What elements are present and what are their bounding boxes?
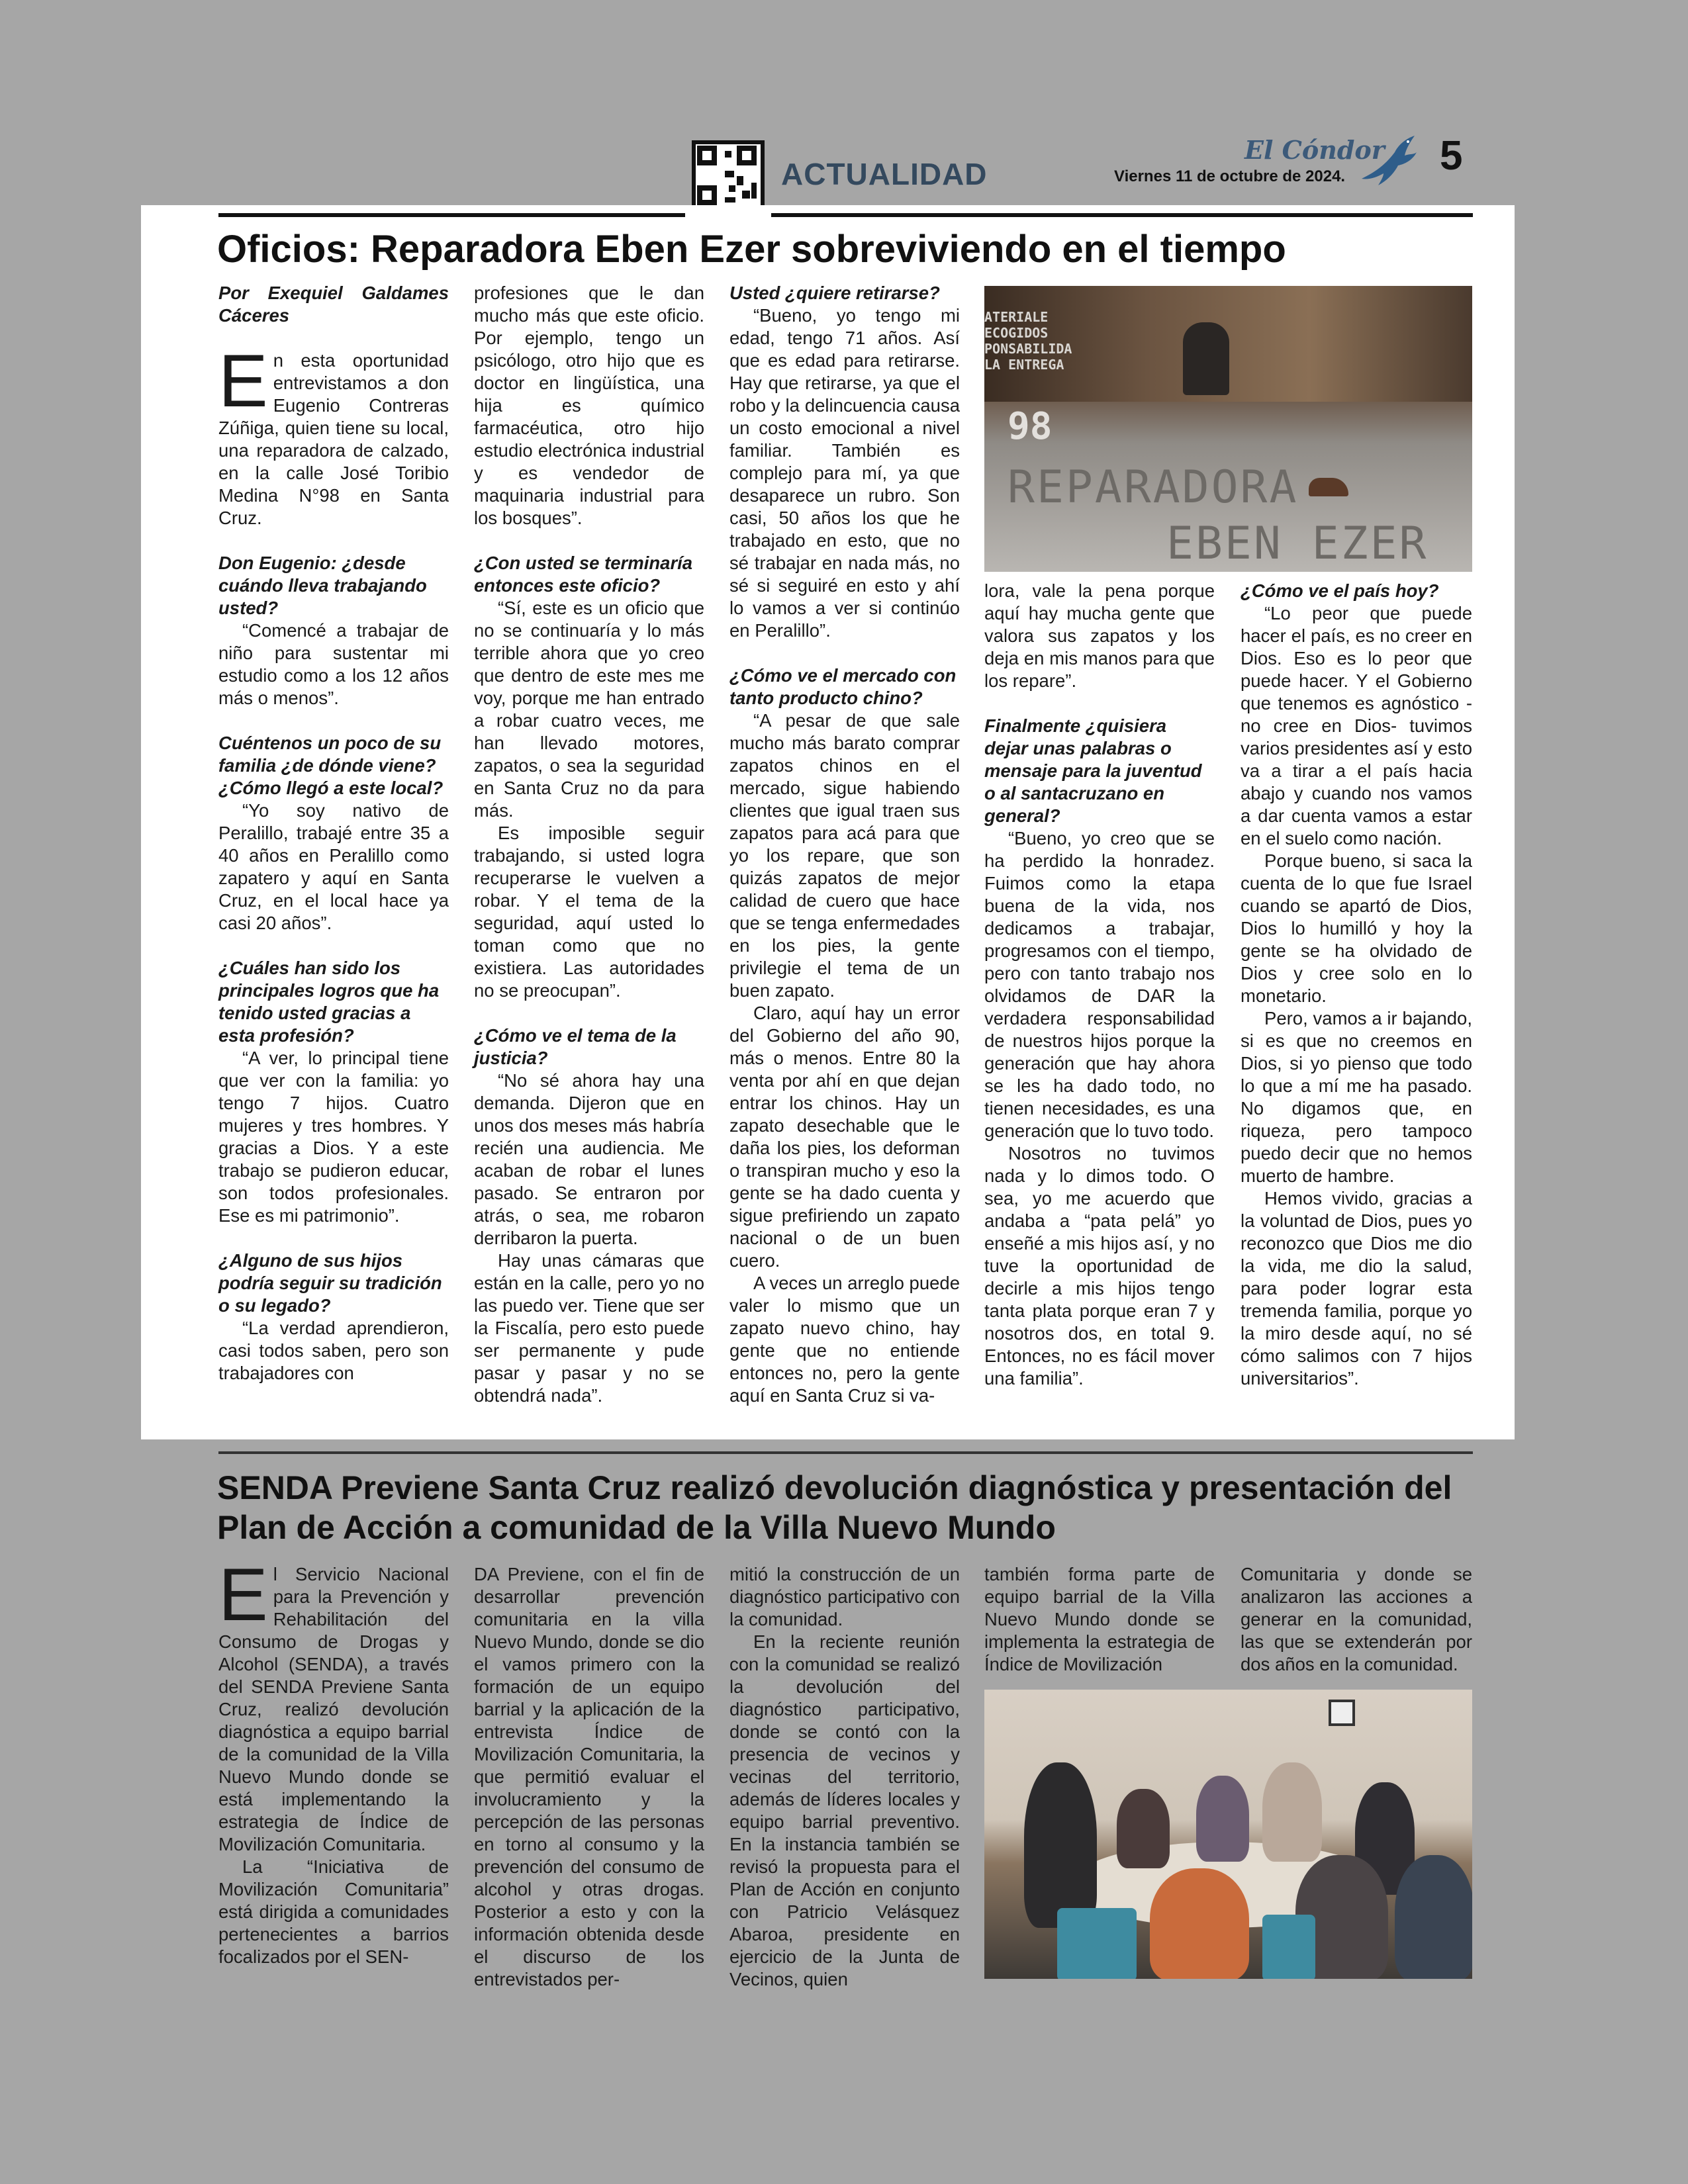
page-number: 5 — [1440, 133, 1463, 179]
article-title: Oficios: Reparadora Eben Ezer sobreviviendo en el tiempo — [217, 228, 1286, 271]
issue-date: Viernes 11 de octubre de 2024. — [1114, 167, 1346, 185]
paragraph: “Bueno, yo creo que se ha perdido la honradez. Fuimos como la etapa buena de la vida, nos dedicamos a trabajar, progresamos con el tiempo, pero con tanto trabajo nos olvidamos de DAR la verdadera responsabilidad de nuestros hijos porque la generación que hay ahora se les ha dado todo, no tienen necesidades, es una generación que lo tuvo todo. — [984, 828, 1215, 1141]
paragraph: “No sé ahora hay una demanda. Dijeron que en unos dos meses más habría recién una audiencia. Me acaban de robar el lunes pasado. Se entraron por atrás, o sea, me robaron derribaron la puerta. — [474, 1070, 704, 1248]
person — [1117, 1789, 1170, 1868]
person — [1024, 1762, 1097, 1928]
article-2-column-2 — [474, 1563, 704, 1991]
article-2-column-3 — [729, 1563, 960, 1991]
article-2-column-5 — [1241, 1563, 1472, 1676]
chair — [1262, 1915, 1315, 1979]
paragraph: “Lo peor que puede hacer el país, es no creer en Dios. Eso es lo peor que puede hacer. Y el Gobierno que tenemos es agnóstico -no cree en Dios- tuvimos varios presidentes así y esto va a tirar a el país hacia abajo y cuando nos vamos a dar cuenta vamos a estar en el suelo como nación. — [1241, 603, 1472, 848]
shoemaker-figure — [1183, 322, 1229, 395]
paragraph: “A ver, lo principal tiene que ver con la familia: yo tengo 7 hijos. Cuatro mujeres y tres hombres. Y gracias a Dios. Y a este trabajo se pudieron educar, son todos profesionales. Ese es mi patrimonio”. — [218, 1048, 449, 1226]
paragraph: lora, vale la pena porque aquí hay mucha gente que valora sus zapatos y los deja en mis manos para que los repare”. — [984, 580, 1215, 691]
interview-question: Cuéntenos un poco de su familia ¿de dónde viene? ¿Cómo llegó a este local? — [218, 733, 444, 798]
paragraph: “Yo soy nativo de Peralillo, trabajé entre 35 a 40 años en Peralillo como zapatero y aquí en Santa Cruz, en el local hace ya casi 20 años”. — [218, 800, 449, 933]
paragraph: Hemos vivido, gracias a la voluntad de Dios, pues yo reconozco que Dios me dio la vida, me dio la salud, para poder lograr esta tremenda familia, porque yo la miro desde aquí, no sé cómo salimos con 7 hijos universitarios”. — [1241, 1188, 1472, 1388]
sign-line-2: EBEN EZER — [1166, 518, 1429, 570]
paragraph: Es imposible seguir trabajando, si usted logra recuperarse le vuelven a robar. Y el tema de la seguridad, aquí usted lo toman como que no existiera. Las autoridades no se preocupan”. — [474, 823, 704, 1001]
paragraph: mitió la construcción de un diagnóstico participativo con la comunidad. — [729, 1564, 960, 1629]
newspaper-brand: El Cóndor — [1244, 135, 1385, 165]
article-column-2 — [474, 282, 704, 1407]
paragraph: “Bueno, yo tengo mi edad, tengo 71 años. Así que es edad para retirarse. Hay que retirarse, ya que el robo y la delincuencia causa un costo emocional a nivel familiar. También es complejo para mí, ya que desaparece un rubro. Son casi, 50 años los que he trabajado en esto, que no sé trabajar en nada más, no sé si seguiré en esto y ahí lo vamos a ver si continúo en Peralillo”. — [729, 305, 960, 641]
qr-code-icon[interactable] — [692, 140, 765, 213]
article-2-title: SENDA Previene Santa Cruz realizó devolución diagnóstica y presentación del Plan de Acción a comunidad de la Villa Nuevo Mundo — [217, 1469, 1452, 1546]
paragraph: “Comencé a trabajar de niño para sustentar mi estudio como a los 12 años más o menos”. — [218, 620, 449, 708]
paragraph: “La verdad aprendieron, casi todos saben, pero son trabajadores con — [218, 1318, 449, 1383]
interview-question: ¿Con usted se terminaría entonces este oficio? — [474, 553, 693, 596]
condor-bird-icon — [1358, 132, 1418, 192]
sign-small-text: ATERIALE ECOGIDOS PONSABILIDA LA ENTREGA — [984, 309, 1072, 373]
interview-question: ¿Cómo ve el país hoy? — [1241, 580, 1439, 601]
paragraph: Nosotros no tuvimos nada y lo dimos todo. O sea, yo me acuerdo que andaba a “pata pelá” yo enseñé a mis hijos así, y no tuve la oportunidad de decirle a mis hijos tengo tanta plata porque eran 7 y nosotros dos, en total 9. Entonces, no es fácil mover una familia”. — [984, 1143, 1215, 1388]
page-header — [0, 0, 1688, 212]
interview-question: Don Eugenio: ¿desde cuándo lleva trabajando usted? — [218, 553, 427, 618]
article-column-5 — [1241, 580, 1472, 1390]
paragraph: Pero, vamos a ir bajando, si es que no creemos en Dios, si yo pienso que todo lo que a mí me ha pasado. No digamos que, en riqueza, pero tampoco puedo decir que no hemos muerto de hambre. — [1241, 1008, 1472, 1186]
shop-photo — [984, 286, 1472, 572]
paragraph: profesiones que le dan mucho más que este oficio. Por ejemplo, tengo un psicólogo, otro hijo que es doctor en lingüística, una hija es químico farmacéutica, otro hijo estudio electrónica industrial y es vendedor de maquinaria industrial para los bosques”. — [474, 283, 704, 528]
interview-question: Finalmente ¿quisiera dejar unas palabras o mensaje para la juventud o al santacruzano en general? — [984, 715, 1202, 826]
sign-line-1: REPARADORA — [1008, 461, 1299, 514]
paragraph: Claro, aquí hay un error del Gobierno del año 90, más o menos. Entre 80 la venta por ahí en que dejan entrar los chinos. Hay un zapato desechable que le daña los pies, los deforman o transpiran mucho y eso la gente se ha dado cuenta y sigue prefiriendo un zapato nacional o de un buen cuero. — [729, 1003, 960, 1271]
article-column-3 — [729, 282, 960, 1407]
article-column-1 — [218, 282, 449, 1385]
community-meeting-photo — [984, 1690, 1472, 1979]
paragraph: DA Previene, con el fin de desarrollar prevención comunitaria en la villa Nuevo Mundo, donde se dio el vamos primero con la formación de un equipo barrial y la aplicación de la entrevista Índice de Movilización Comunitaria, la que permitió evaluar el involucramiento y la percepción de las personas en torno al consumo y la prevención del consumo de alcohol y otras drogas. Posterior a esto y con la información obtenida desde el discurso de los entrevistados per- — [474, 1564, 704, 1989]
wall-frame — [1329, 1700, 1355, 1726]
paragraph: A veces un arreglo puede valer lo mismo que un zapato nuevo chino, hay gente que no entiende entonces no, pero la gente aquí en Santa Cruz si va- — [729, 1273, 960, 1406]
sign-number: 98 — [1008, 405, 1053, 448]
header-rule-right — [771, 213, 1473, 217]
paragraph: La “Iniciativa de Movilización Comunitaria” está dirigida a comunidades pertenecientes a barrios focalizados por el SEN- — [218, 1856, 449, 1967]
person — [1262, 1762, 1322, 1862]
lead-paragraph: El Servicio Nacional para la Prevención y Rehabilitación del Consumo de Drogas y Alcohol (SENDA), a través del SENDA Previene Santa Cruz, realizó devolución diagnóstica a equipo barrial de la comunidad de la Villa Nuevo Mundo donde se está implementando la estrategia de Índice de Movilización Comunitaria. — [218, 1553, 449, 1854]
interview-question: ¿Cuáles han sido los principales logros que ha tenido usted gracias a esta profesión? — [218, 958, 440, 1046]
interview-question: ¿Cómo ve el mercado con tanto producto chino? — [729, 665, 957, 708]
interview-question: ¿Cómo ve el tema de la justicia? — [474, 1025, 677, 1068]
chair — [1057, 1908, 1137, 1979]
person — [1196, 1776, 1249, 1862]
person — [1150, 1868, 1249, 1979]
section-label: ACTUALIDAD — [781, 157, 988, 191]
lead-paragraph: En esta oportunidad entrevistamos a don Eugenio Contreras Zúñiga, quien tiene su local, una reparadora de calzado, en la calle José Toribio Medina N°98 en Santa Cruz. — [218, 340, 449, 528]
paragraph: “A pesar de que sale mucho más barato comprar zapatos chinos en el mercado, sigue habiendo clientes que igual traen sus zapatos para acá para que yo los repare, que son quizás zapatos de mejor calidad de cuero que hace que se tenga enfermedades en los pies, la gente privilegie el tema de un buen zapato. — [729, 710, 960, 1001]
person — [1395, 1855, 1472, 1979]
header-rule-left — [218, 213, 685, 217]
interview-question: ¿Alguno de sus hijos podría seguir su tradición o su legado? — [218, 1250, 442, 1316]
article-2-column-4 — [984, 1563, 1215, 1676]
shoe-icon — [1309, 478, 1348, 496]
article-2-column-1 — [218, 1553, 449, 1968]
paragraph: Comunitaria y donde se analizaron las acciones a generar en la comunidad, las que se extenderán por dos años en la comunidad. — [1241, 1564, 1472, 1674]
section-divider — [218, 1451, 1473, 1454]
paragraph: también forma parte de equipo barrial de la Villa Nuevo Mundo donde se implementa la estrategia de Índice de Movilización — [984, 1564, 1215, 1674]
article-column-4 — [984, 580, 1215, 1390]
paragraph: En la reciente reunión con la comunidad se realizó la devolución del diagnóstico participativo, donde se contó con la presencia de vecinos y vecinas del territorio, además de líderes locales y equipo barrial preventivo. En la instancia también se revisó la propuesta para el Plan de Acción en conjunto con Patricio Velásquez Abaroa, presidente en ejercicio de la Junta de Vecinos, quien — [729, 1631, 960, 1989]
byline: Por Exequiel Galdames Cáceres — [218, 283, 449, 326]
paragraph: Porque bueno, si saca la cuenta de lo que fue Israel cuando se apartó de Dios, Dios lo humilló y hoy la gente se ha olvidado de Dios y cree solo en lo monetario. — [1241, 850, 1472, 1006]
paragraph: “Sí, este es un oficio que no se continuaría y lo más terrible ahora que yo creo que dentro de este mes me voy, porque me han entrado a robar cuatro veces, me han llevado motores, zapatos, o sea la seguridad en Santa Cruz no da para más. — [474, 598, 704, 821]
interview-question: Usted ¿quiere retirarse? — [729, 283, 940, 303]
paragraph: Hay unas cámaras que están en la calle, pero yo no las puedo ver. Tiene que ser la Fiscalía, pero esto puede ser permanente y pude pasar y pasar y no se obtendrá nada”. — [474, 1250, 704, 1406]
